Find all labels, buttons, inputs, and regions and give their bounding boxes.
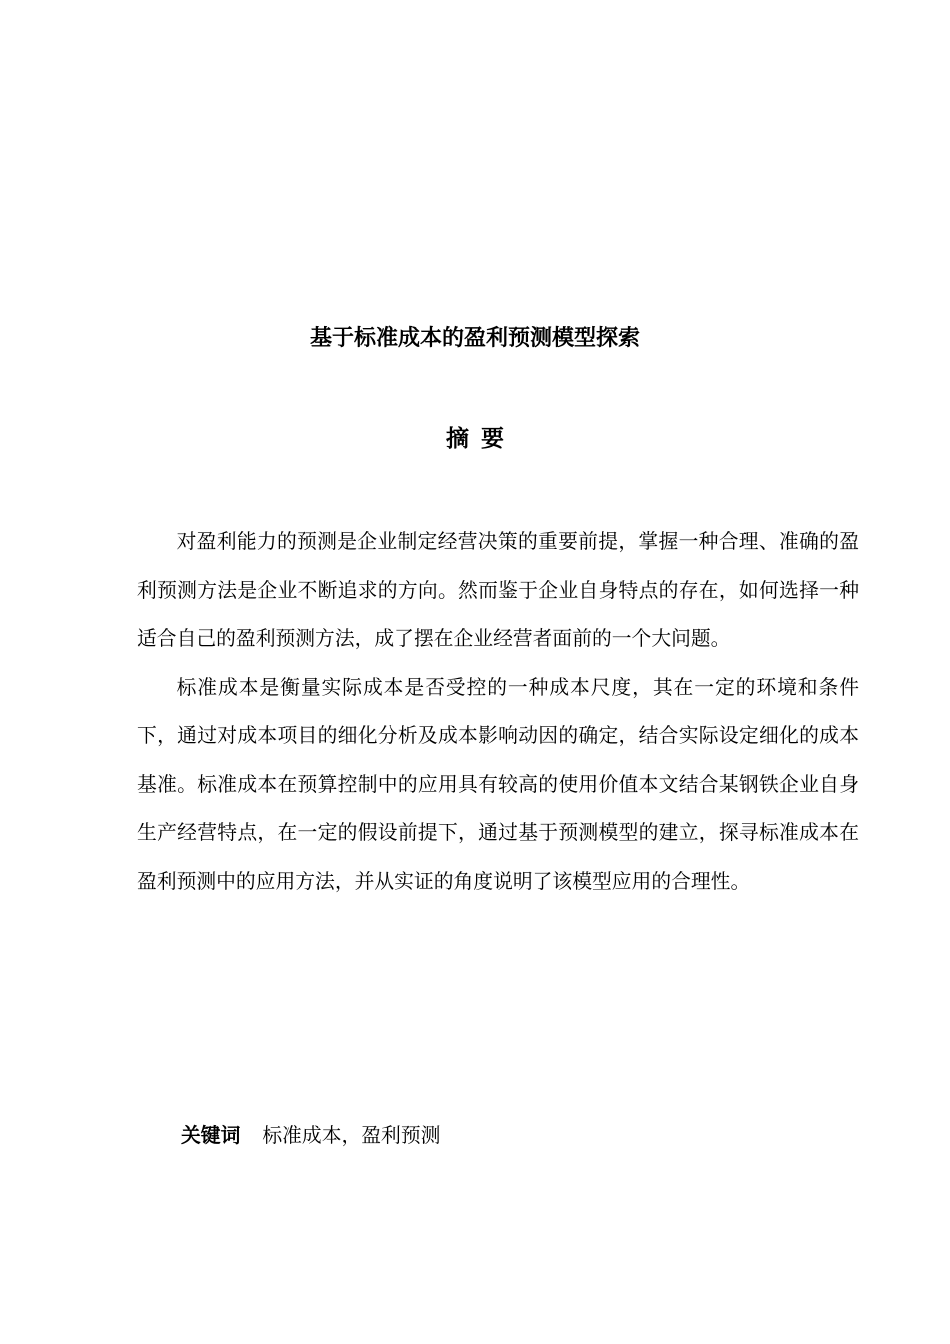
abstract-body (137, 518, 859, 906)
keywords-line (181, 1118, 781, 1154)
abstract-heading: 摘要 (446, 426, 516, 452)
keywords-label: 关键词 (181, 1124, 241, 1147)
abstract-paragraph-1: 对盈利能力的预测是企业制定经营决策的重要前提，掌握一种合理、准确的盈利预测方法是企业不断追求的方向。然而鉴于企业自身特点的存在，如何选择一种适合自己的盈利预测方法，成了摆在企业经营者面前的一个大问题。 (137, 530, 859, 650)
abstract-paragraph-2: 标准成本是衡量实际成本是否受控的一种成本尺度，其在一定的环境和条件下，通过对成本项目的细化分析及成本影响动因的确定，结合实际设定细化的成本基准。标准成本在预算控制中的应用具有较高的使用价值本文结合某钢铁企业自身生产经营特点，在一定的假设前提下，通过基于预测模型的建立，探寻标准成本在盈利预测中的应用方法，并从实证的角度说明了该模型应用的合理性。 (137, 675, 859, 893)
document-title: 基于标准成本的盈利预测模型探索 (309, 326, 640, 351)
keywords-value: 标准成本，盈利预测 (262, 1124, 441, 1147)
